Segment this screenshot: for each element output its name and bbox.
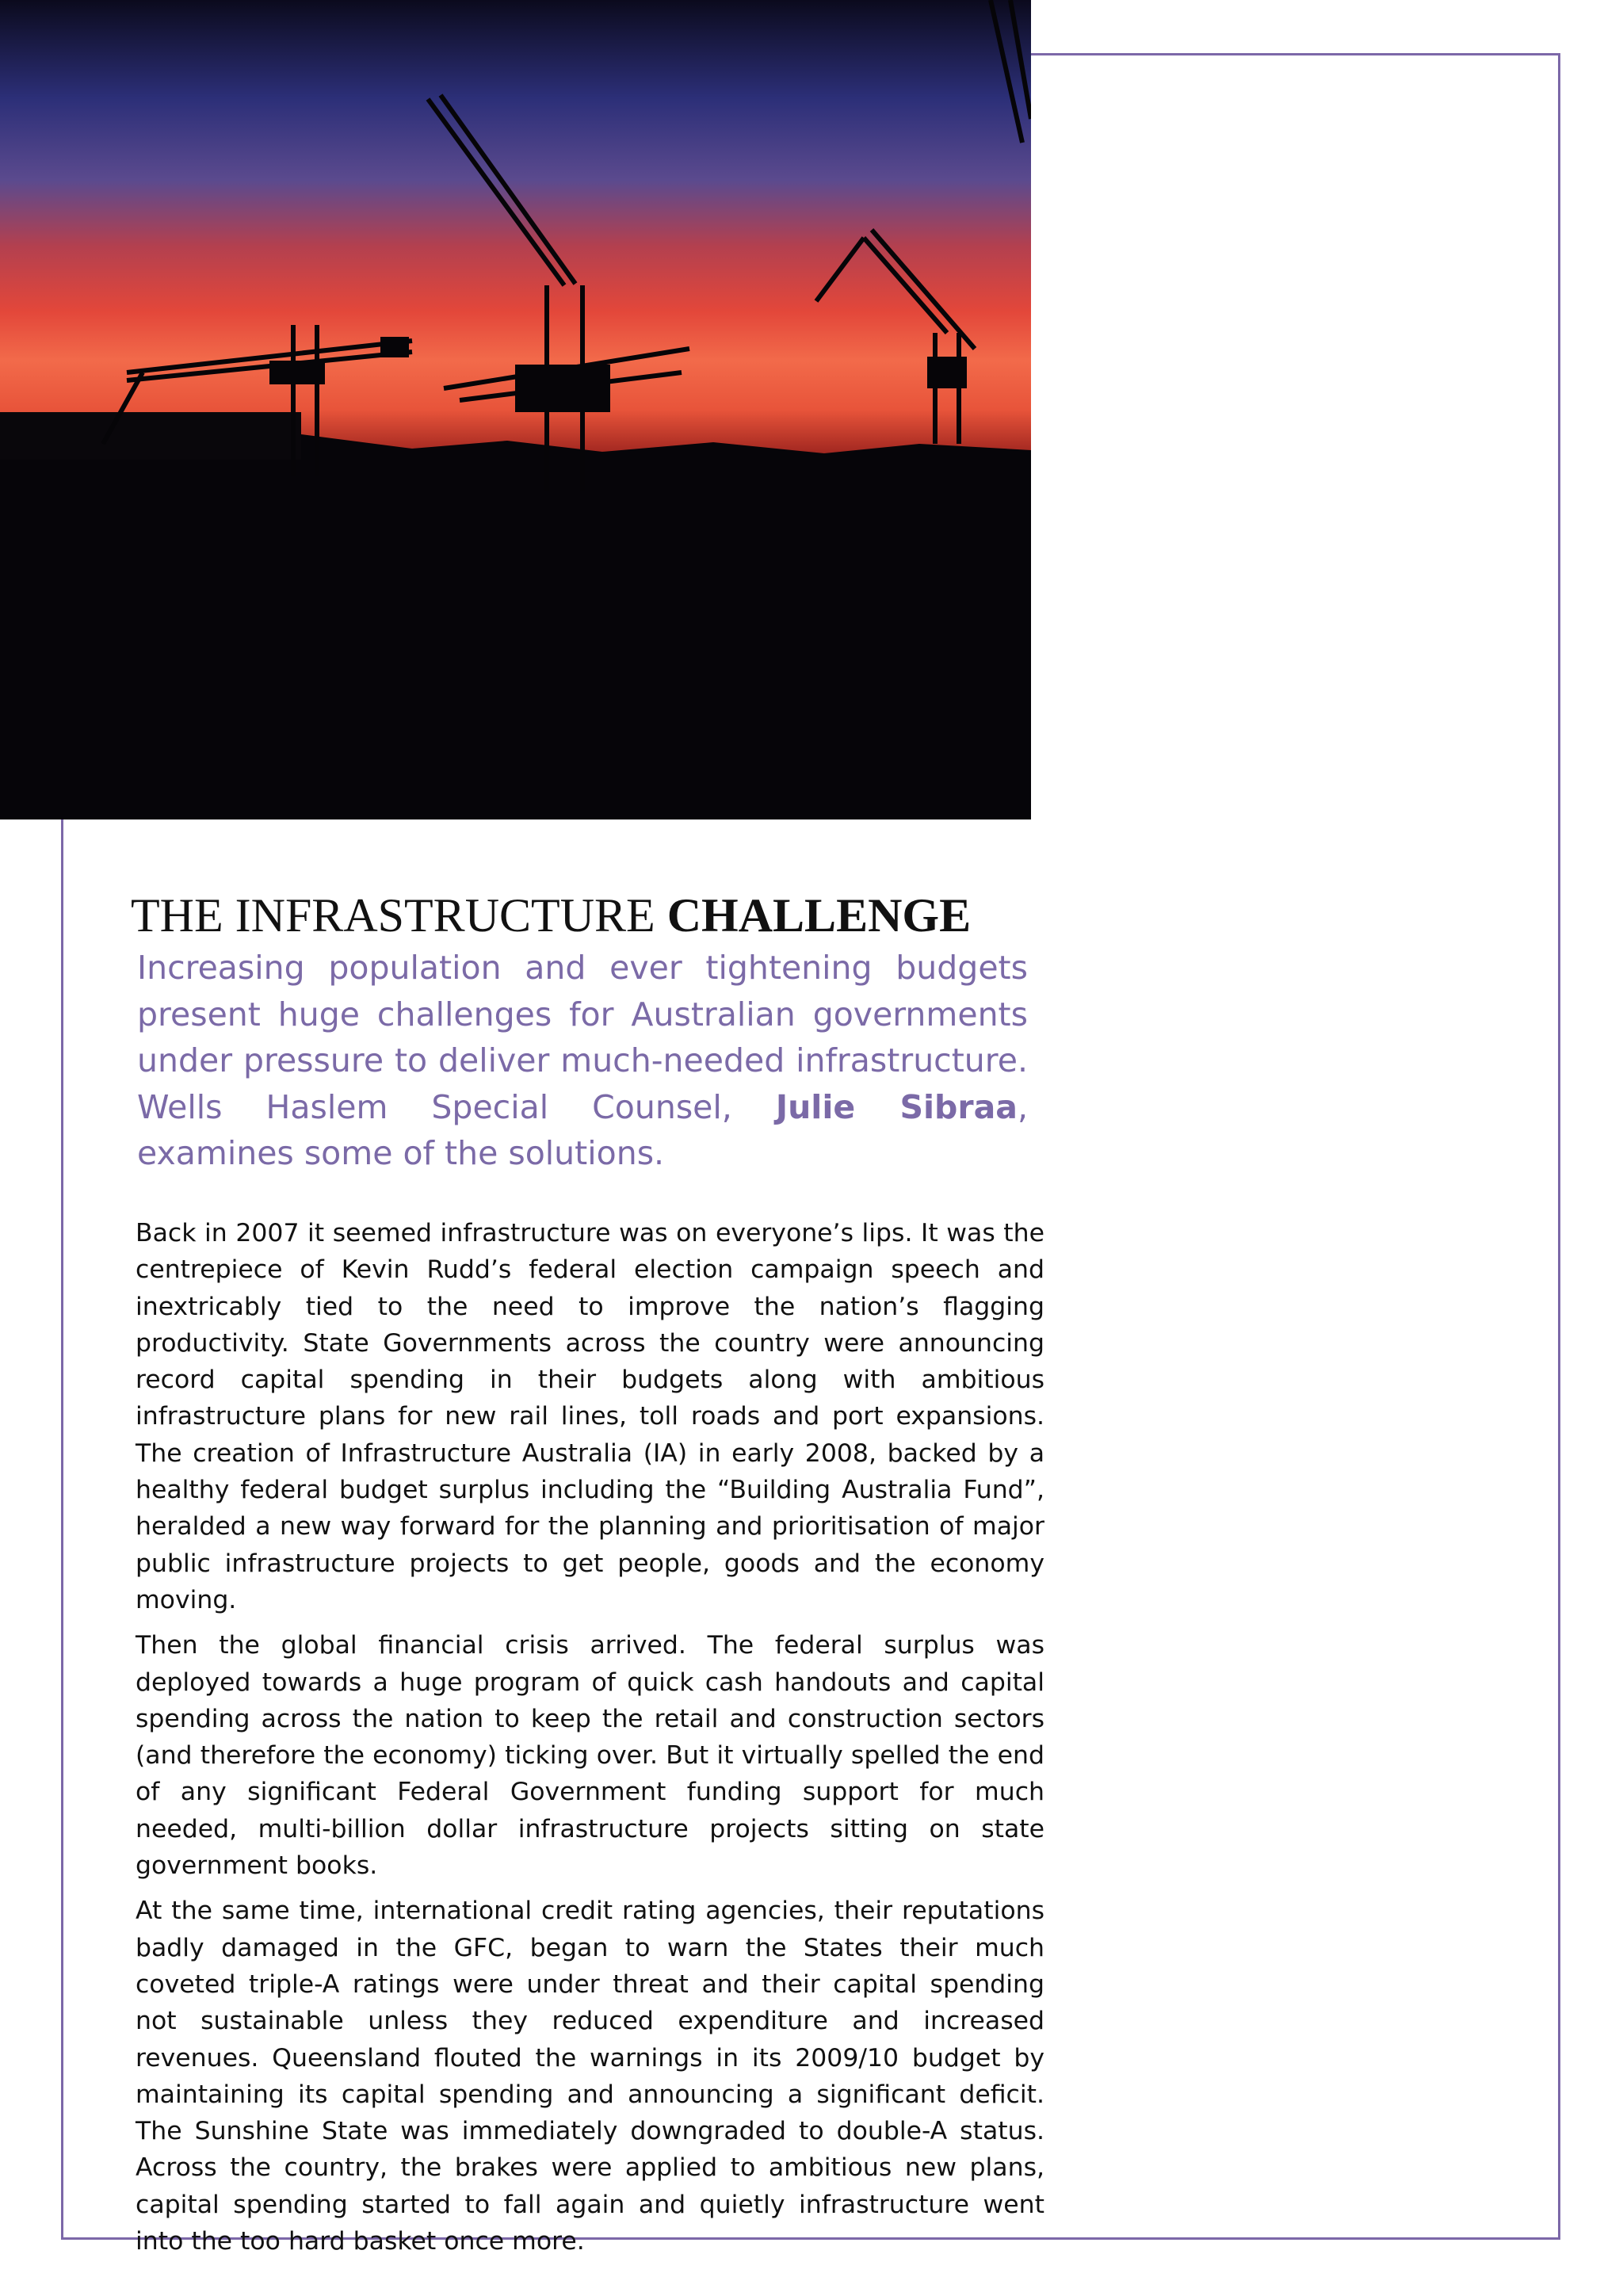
article-title <box>131 884 1034 947</box>
standfirst-text: Increasing population and ever tightening budgets present huge challenges for Australian governments under pressure to deliver much-needed infrastructure. Wells Haslem Special Counsel, <box>137 949 1028 1126</box>
title-prefix: THE INFRASTRUCTURE <box>131 889 667 942</box>
standfirst-text-end: , examines some of the solutions. <box>137 1087 1028 1172</box>
article-standfirst <box>137 945 1028 1177</box>
article-body <box>136 1215 1044 2268</box>
body-paragraph: At the same time, international credit rating agencies, their reputations badly damaged in the GFC, began to warn the States their much coveted triple-A ratings were under threat and their capital spending not sustainable unless they reduced expenditure and increased revenues. Queensland flouted the warnings in its 2009/10 budget by maintaining its capital spending and announcing a significant deficit. The Sunshine State was immediately downgraded to double-A status. Across the country, the brakes were applied to ambitious new plans, capital spending started to fall again and quietly infrastructure went into the too hard basket once more. <box>136 1897 1044 2256</box>
hero-photo-cranes-sunset <box>0 0 1031 819</box>
author-name: Julie Sibraa <box>775 1087 1018 1126</box>
body-paragraph: Then the global financial crisis arrived. The federal surplus was deployed towards a huge program of quick cash handouts and capital spending across the nation to keep the retail and construction sectors (and therefore the economy) ticking over. But it virtually spelled the end of any significant Federal Government funding support for much needed, multi-billion dollar infrastructure projects sitting on state government books. <box>136 1631 1044 1881</box>
body-paragraph: Back in 2007 it seemed infrastructure was on everyone’s lips. It was the centrepiece of Kevin Rudd’s federal election campaign speech and inextricably tied to the need to improve the nation’s flagging productivity. State Governments across the country were announcing record capital spending in their budgets along with ambitious infrastructure plans for new rail lines, toll roads and port expansions. The creation of Infrastructure Australia (IA) in early 2008, backed by a healthy federal budget surplus including the “Building Australia Fund”, heralded a new way forward for the planning and prioritisation of major public infrastructure projects to get people, goods and the economy moving. <box>136 1219 1044 1614</box>
cranes-silhouette-image <box>0 0 1031 819</box>
title-emphasis: CHALLENGE <box>666 889 972 942</box>
